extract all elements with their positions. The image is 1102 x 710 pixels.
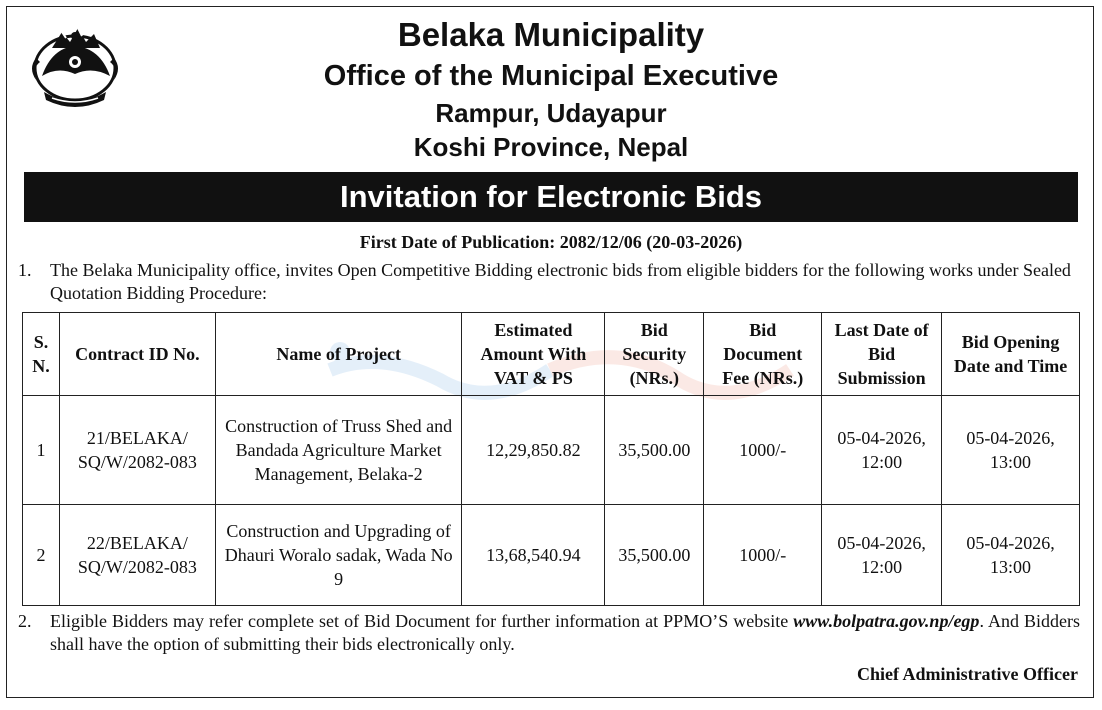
table-row — [23, 505, 1080, 606]
paragraph-2-text-before: Eligible Bidders may refer complete set of Bid Document for further information at PPMO’S website — [50, 611, 789, 631]
table-header-row — [23, 313, 1080, 396]
header-estimated-amount: Estimated Amount With VAT & PS — [462, 313, 605, 396]
header-document-fee: Bid Document Fee (NRs.) — [704, 313, 822, 396]
cell-amount: 13,68,540.94 — [462, 505, 605, 606]
cell-fee: 1000/- — [704, 396, 822, 505]
table-row — [23, 396, 1080, 505]
office-address: Rampur, Udayapur — [435, 98, 667, 128]
paragraph-1-number: 1. — [18, 260, 32, 280]
paragraph-2-number: 2. — [18, 611, 32, 631]
header-sn: S. N. — [23, 313, 60, 396]
notice-title-banner: Invitation for Electronic Bids — [24, 172, 1078, 222]
cell-opening: 05-04-2026, 13:00 — [942, 396, 1080, 505]
cell-project: Construction of Truss Shed and Bandada Agriculture Market Management, Belaka-2 — [215, 396, 462, 505]
bolpatra-website-link[interactable]: www.bolpatra.gov.np/egp — [793, 611, 980, 631]
cell-security: 35,500.00 — [605, 505, 704, 606]
cell-submission: 05-04-2026, 12:00 — [822, 505, 942, 606]
paragraph-2-text — [50, 610, 1080, 656]
paragraph-1-text: The Belaka Municipality office, invites Open Competitive Bidding electronic bids from eligible bidders for the following works under Sealed Quotation Bidding Procedure: — [50, 260, 1071, 303]
cell-fee: 1000/- — [704, 505, 822, 606]
bids-table — [22, 312, 1080, 606]
header-submission-date: Last Date of Bid Submission — [822, 313, 942, 396]
header-opening-date: Bid Opening Date and Time — [942, 313, 1080, 396]
header-contract-id: Contract ID No. — [59, 313, 215, 396]
header-bid-security: Bid Security (NRs.) — [605, 313, 704, 396]
cell-sn: 1 — [23, 396, 60, 505]
signature-title: Chief Administrative Officer — [857, 664, 1078, 684]
header-project-name: Name of Project — [215, 313, 462, 396]
cell-security: 35,500.00 — [605, 396, 704, 505]
paragraph-2-text-after: . And Bidders shall have the option of submitting their bids electronically only. — [50, 611, 1080, 654]
publication-date: First Date of Publication: 2082/12/06 (20-03-2026) — [359, 232, 743, 252]
cell-amount: 12,29,850.82 — [462, 396, 605, 505]
cell-submission: 05-04-2026, 12:00 — [822, 396, 942, 505]
cell-contract-id: 21/BELAKA/ SQ/W/2082-083 — [59, 396, 215, 505]
paragraph-1 — [18, 259, 1080, 305]
office-name: Office of the Municipal Executive — [323, 60, 779, 92]
cell-project: Construction and Upgrading of Dhauri Woralo sadak, Wada No 9 — [215, 505, 462, 606]
cell-contract-id: 22/BELAKA/ SQ/W/2082-083 — [59, 505, 215, 606]
office-province: Koshi Province, Nepal — [413, 132, 689, 162]
municipality-name: Belaka Municipality — [397, 16, 705, 53]
cell-sn: 2 — [23, 505, 60, 606]
paragraph-2 — [18, 610, 1080, 656]
cell-opening: 05-04-2026, 13:00 — [942, 505, 1080, 606]
